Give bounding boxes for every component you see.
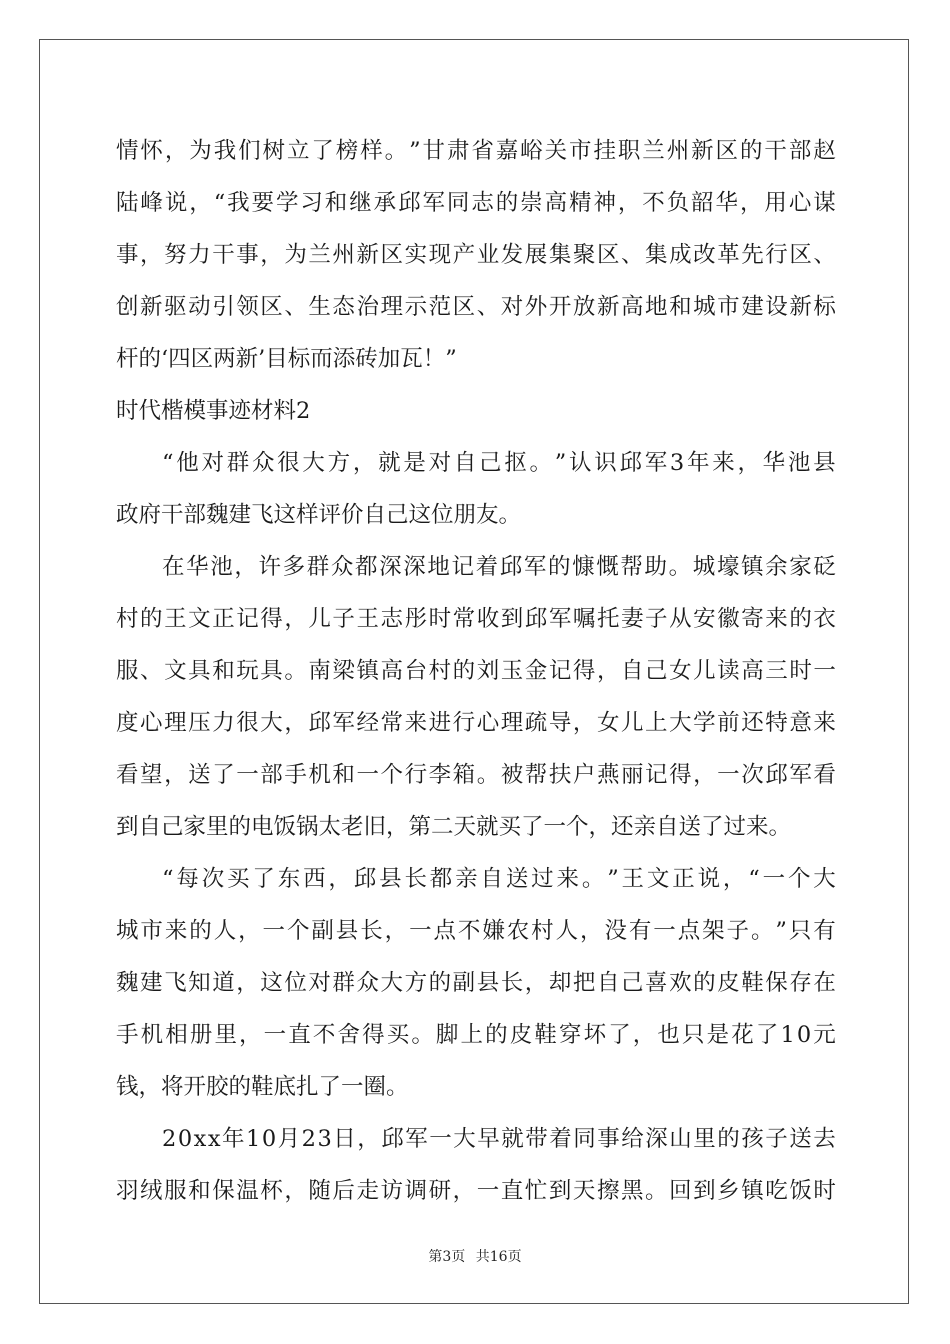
text-line: 事 ， 努 力 干 事 ， 为 兰 州 新 区 实 现 产 业 发 展 集 聚 区 、 集 成 改 革 先 行 区 、 (116, 242, 836, 268)
text-line: 杆的‘四区两新’目标而添砖加瓦！” (116, 346, 457, 372)
paragraph (116, 437, 836, 541)
text-line: 魏 建 飞 知 道 ， 这 位 对 群 众 大 方 的 副 县 长 ， 却 把 自 己 喜 欢 的 皮 鞋 保 存 在 (116, 970, 836, 996)
text-line: 村 的 王 文 正 记 得 ， 儿 子 王 志 彤 时 常 收 到 邱 军 嘱 托 妻 子 从 安 徽 寄 来 的 衣 (116, 606, 836, 632)
page-number: 第3页 (428, 1249, 466, 1265)
text-line: 钱，将开胶的鞋底扎了一圈。 (116, 1074, 409, 1100)
text-line: 羽 绒 服 和 保 温 杯 ， 随 后 走 访 调 研 ， 一 直 忙 到 天 擦 黑 。 回 到 乡 镇 吃 饭 时 (116, 1178, 836, 1204)
text-line: 政府干部魏建飞这样评价自己这位朋友。 (116, 502, 522, 528)
text-line: 服 、 文 具 和 玩 具 。 南 梁 镇 高 台 村 的 刘 玉 金 记 得 ， 自 己 女 儿 读 高 三 时 一 (116, 658, 836, 684)
text-line: “ 他 对 群 众 很 大 方 ， 就 是 对 自 己 抠 。 ” 认 识 邱 军 3 年 来 ， 华 池 县 (162, 450, 836, 476)
paragraph (116, 853, 836, 1113)
paragraph (116, 541, 836, 853)
text-line: 陆 峰 说 ， “ 我 要 学 习 和 继 承 邱 军 同 志 的 崇 高 精 神 ， 不 负 韶 华 ， 用 心 谋 (116, 190, 836, 216)
text-line: 情 怀 ， 为 我 们 树 立 了 榜 样 。 ” 甘 肃 省 嘉 峪 关 市 挂 职 兰 州 新 区 的 干 部 赵 (116, 138, 836, 164)
text-line: 城 市 来 的 人 ， 一 个 副 县 长 ， 一 点 不 嫌 农 村 人 ， 没 有 一 点 架 子 。 ” 只 有 (116, 918, 836, 944)
text-line: 度 心 理 压 力 很 大 ， 邱 军 经 常 来 进 行 心 理 疏 导 ， 女 儿 上 大 学 前 还 特 意 来 (116, 710, 836, 736)
section-heading: 时代楷模事迹材料2 (116, 398, 311, 424)
page-footer (0, 1246, 950, 1266)
page-total: 共16页 (475, 1249, 522, 1265)
text-line: 看 望 ， 送 了 一 部 手 机 和 一 个 行 李 箱 。 被 帮 扶 户 燕 丽 记 得 ， 一 次 邱 军 看 (116, 762, 836, 788)
text-line: 手 机 相 册 里 ， 一 直 不 舍 得 买 。 脚 上 的 皮 鞋 穿 坏 了 ， 也 只 是 花 了 1 0 元 (116, 1022, 836, 1048)
text-line: 到自己家里的电饭锅太老旧，第二天就买了一个，还亲自送了过来。 (116, 814, 792, 840)
document-body (116, 125, 836, 1217)
paragraph (116, 1113, 836, 1217)
text-line: 创 新 驱 动 引 领 区 、 生 态 治 理 示 范 区 、 对 外 开 放 新 高 地 和 城 市 建 设 新 标 (116, 294, 836, 320)
text-line: 2 0 x x 年 1 0 月 2 3 日 ， 邱 军 一 大 早 就 带 着 同 事 给 深 山 里 的 孩 子 送 去 (162, 1126, 836, 1152)
text-line: 在 华 池 ， 许 多 群 众 都 深 深 地 记 着 邱 军 的 慷 慨 帮 助 。 城 壕 镇 余 家 砭 (162, 554, 836, 580)
text-line: “ 每 次 买 了 东 西 ， 邱 县 长 都 亲 自 送 过 来 。 ” 王 文 正 说 ， “ 一 个 大 (162, 866, 836, 892)
paragraph (116, 125, 836, 385)
